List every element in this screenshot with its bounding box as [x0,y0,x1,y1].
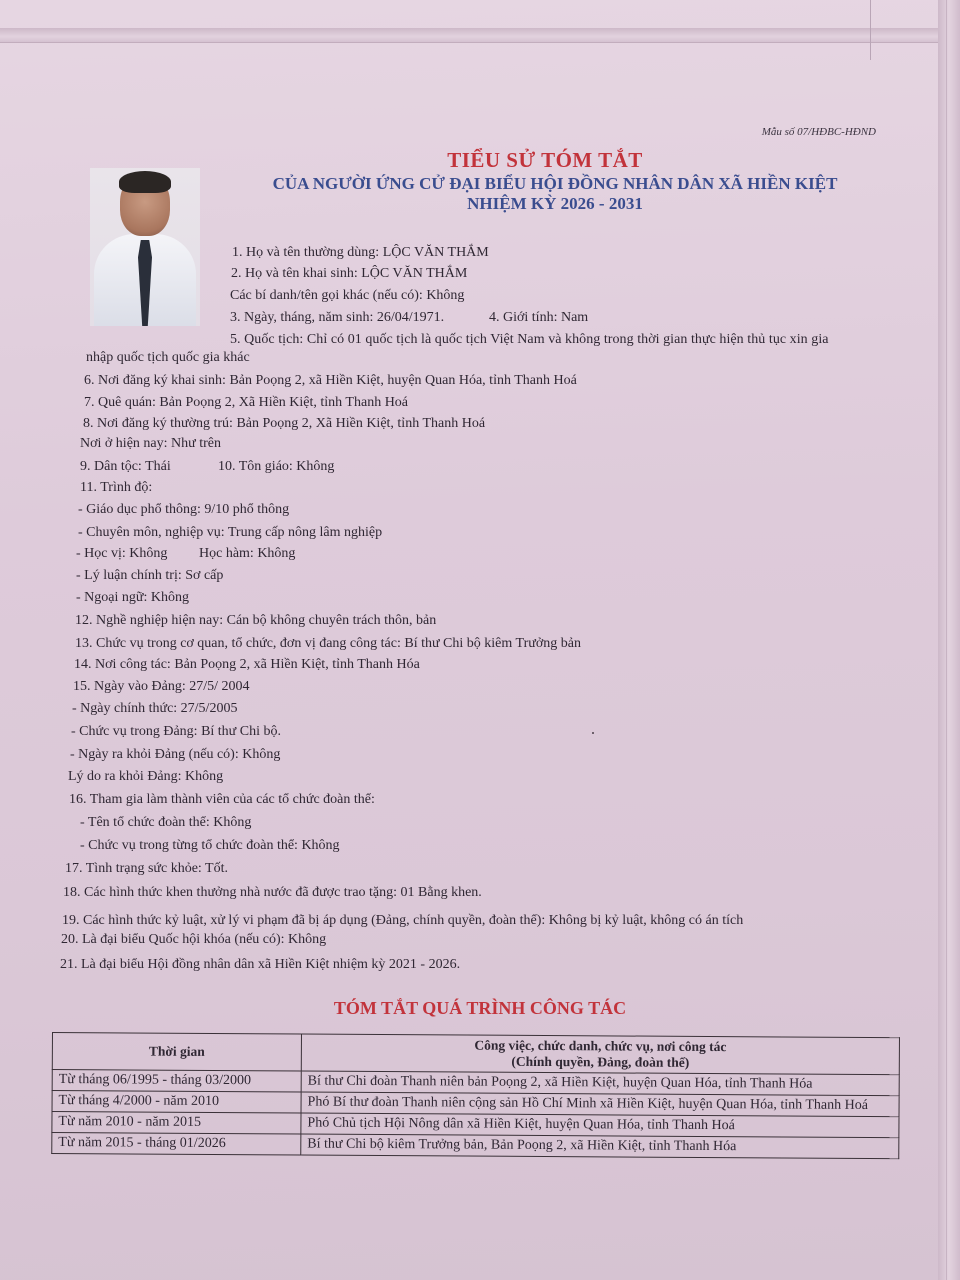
column-header-job-line: (Chính quyền, Đảng, đoàn thể) [511,1053,690,1070]
row-job: Bí thư Chi bộ kiêm Trưởng bản, Bản Poọng 2, xã Hiền Kiệt, tỉnh Thanh Hóa [301,1134,899,1159]
subtitle-line: CỦA NGƯỜI ỨNG CỬ ĐẠI BIỂU HỘI ĐỒNG NHÂN DÂN XÃ HIỀN KIỆT [272,174,838,193]
field-occupation: 12. Nghề nghiệp hiện nay: Cán bộ không chuyên trách thôn, bản [75,613,437,628]
field-political-theory: - Lý luận chính trị: Sơ cấp [76,568,224,583]
field-organization-position: - Chức vụ trong từng tổ chức đoàn thể: Không [80,838,340,853]
field-organization-name: - Tên tổ chức đoàn thể: Không [80,815,252,830]
field-discipline: 19. Các hình thức kỷ luật, xử lý vi phạm đã bị áp dụng (Đảng, chính quyền, đoàn thể): Không bị kỷ luật, không có án tích [62,913,744,928]
field-council-delegate: 21. Là đại biểu Hội đồng nhân dân xã Hiền Kiệt nhiệm kỳ 2021 - 2026. [60,957,461,972]
field-party-position: - Chức vụ trong Đảng: Bí thư Chi bộ. [71,724,281,739]
photo-hair [119,171,171,193]
field-ethnicity: 9. Dân tộc: Thái [80,459,171,474]
row-time: Từ năm 2010 - năm 2015 [52,1112,301,1135]
paper-crease [870,0,871,60]
field-education-heading: 11. Trình độ: [80,480,153,495]
column-header-job-line: Công việc, chức danh, chức vụ, nơi công tác [474,1037,727,1055]
field-party-join-date: 15. Ngày vào Đảng: 27/5/ 2004 [73,679,250,694]
field-organizations: 16. Tham gia làm thành viên của các tổ chức đoàn thể: [69,792,375,807]
field-party-leave-reason: Lý do ra khỏi Đảng: Không [68,769,224,784]
field-position: 13. Chức vụ trong cơ quan, tổ chức, đơn vị đang công tác: Bí thư Chi bộ kiêm Trưởng bản [75,636,581,651]
paper-speck [592,732,594,734]
field-religion: 10. Tôn giáo: Không [218,459,335,474]
paper-crease [946,0,947,1280]
work-history-table [51,1032,900,1159]
work-history-title: TÓM TẮT QUÁ TRÌNH CÔNG TÁC [333,998,627,1018]
field-hometown: 7. Quê quán: Bản Poọng 2, Xã Hiền Kiệt, tỉnh Thanh Hoá [84,395,409,410]
field-birth-registration: 6. Nơi đăng ký khai sinh: Bản Poọng 2, xã Hiền Kiệt, huyện Quan Hóa, tỉnh Thanh Hoá [84,373,577,388]
row-time: Từ tháng 4/2000 - năm 2010 [52,1091,301,1114]
table-header-row [52,1033,899,1075]
field-foreign-language: - Ngoại ngữ: Không [76,590,189,605]
field-awards: 18. Các hình thức khen thưởng nhà nước đã được trao tặng: 01 Bằng khen. [63,885,482,900]
subtitle-line: NHIỆM KỲ 2026 - 2031 [467,194,643,213]
field-current-residence: Nơi ở hiện nay: Như trên [80,436,221,451]
field-gender: 4. Giới tính: Nam [489,310,589,325]
field-birth-name: 2. Họ và tên khai sinh: LỘC VĂN THẮM [231,266,468,281]
column-header-job [301,1034,899,1075]
field-national-assembly: 20. Là đại biểu Quốc hội khóa (nếu có): Không [61,932,327,947]
field-aliases: Các bí danh/tên gọi khác (nếu có): Không [230,288,465,303]
field-degree: - Học vị: Không [76,546,168,561]
field-nationality: 5. Quốc tịch: Chỉ có 01 quốc tịch là quốc tịch Việt Nam và không trong thời gian thực hiện thủ tục xin gia [230,332,829,347]
candidate-photo [90,168,200,326]
field-party-official-date: - Ngày chính thức: 27/5/2005 [72,701,238,716]
form-number: Mẫu số 07/HĐBC-HĐND [761,126,876,138]
row-job: Phó Bí thư đoàn Thanh niên cộng sản Hồ Chí Minh xã Hiền Kiệt, huyện Quan Hóa, tỉnh Thanh Hoá [301,1092,899,1117]
field-workplace: 14. Nơi công tác: Bản Poọng 2, xã Hiền Kiệt, tỉnh Thanh Hóa [74,657,420,672]
frame-top-edge [0,28,960,43]
row-time: Từ tháng 06/1995 - tháng 03/2000 [52,1070,301,1093]
column-header-time: Thời gian [52,1033,301,1072]
field-birth-date: 3. Ngày, tháng, năm sinh: 26/04/1971. [230,310,445,325]
field-general-education: - Giáo dục phổ thông: 9/10 phổ thông [78,502,290,517]
field-health: 17. Tình trạng sức khỏe: Tốt. [65,861,228,876]
document-subtitle [260,174,850,214]
table-row [52,1133,899,1159]
field-party-leave-date: - Ngày ra khỏi Đảng (nếu có): Không [70,747,281,762]
field-permanent-residence: 8. Nơi đăng ký thường trú: Bản Poọng 2, Xã Hiền Kiệt, tỉnh Thanh Hoá [83,416,486,431]
document-title: TIỂU SỬ TÓM TẮT [447,148,643,172]
row-job: Phó Chủ tịch Hội Nông dân xã Hiền Kiệt, huyện Quan Hóa, tỉnh Thanh Hoá [301,1113,899,1138]
field-common-name: 1. Họ và tên thường dùng: LỘC VĂN THẮM [232,245,489,260]
row-time: Từ năm 2015 - tháng 01/2026 [52,1133,301,1156]
field-nationality-cont: nhập quốc tịch quốc gia khác [86,350,250,365]
frame-right-edge [938,0,960,1280]
field-academic-title: Học hàm: Không [199,546,296,561]
row-job: Bí thư Chi đoàn Thanh niên bản Poọng 2, xã Hiền Kiệt, huyện Quan Hóa, tỉnh Thanh Hóa [301,1071,899,1096]
field-specialization: - Chuyên môn, nghiệp vụ: Trung cấp nông lâm nghiệp [78,525,383,540]
